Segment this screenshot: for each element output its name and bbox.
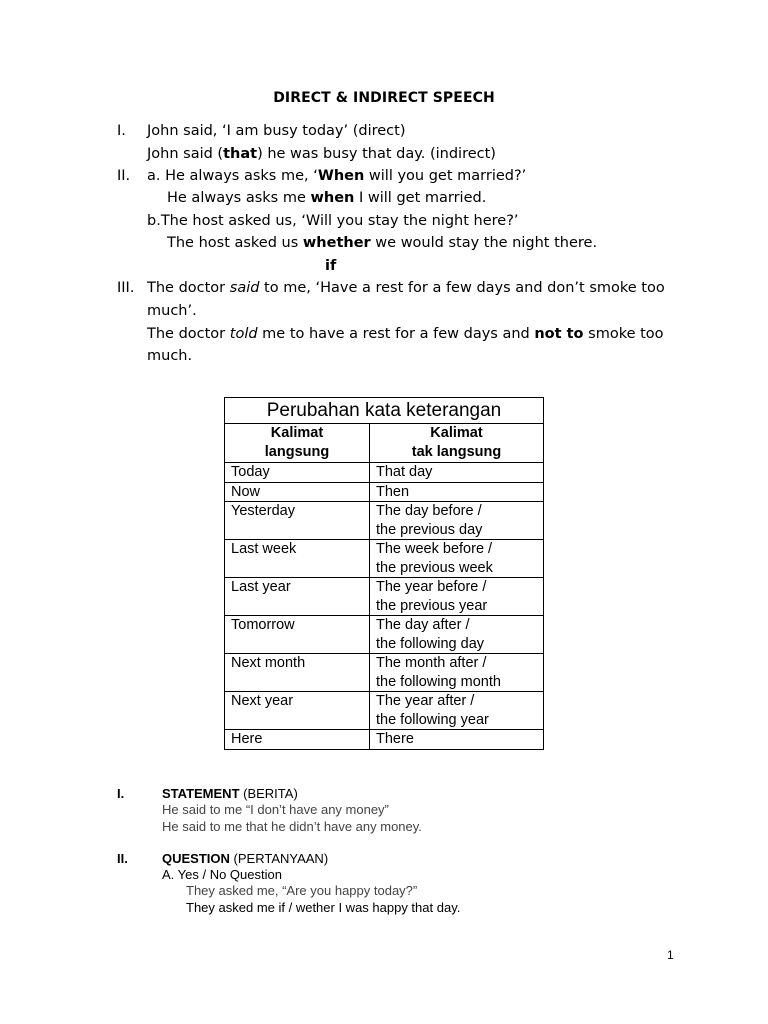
section-3-indirect-line2: much. — [147, 348, 193, 364]
indirect-adverb-line2: the following day — [376, 635, 485, 652]
table-row — [225, 578, 544, 616]
section-2-a-direct: a. He always asks me, ‘When will you get married?’ — [147, 168, 527, 184]
question-numeral: II. — [117, 851, 128, 866]
direct-adverb-cell: Next month — [225, 654, 370, 692]
indirect-adverb-cell — [370, 616, 544, 654]
section-1-numeral: I. — [117, 123, 126, 139]
question-subheading: A. Yes / No Question — [162, 867, 282, 882]
indirect-adverb-line2: the previous year — [376, 597, 488, 614]
table-row — [225, 730, 544, 750]
indirect-adverb-cell — [370, 482, 544, 502]
indirect-adverb-line2: the following year — [376, 711, 489, 728]
indirect-adverb-cell — [370, 463, 544, 483]
direct-adverb-cell: Next year — [225, 692, 370, 730]
section-3-indirect-line1: The doctor told me to have a rest for a few days and not to smoke too — [147, 326, 664, 342]
table-row — [225, 616, 544, 654]
table-row — [225, 482, 544, 502]
indirect-adverb-cell — [370, 730, 544, 750]
section-3-numeral: III. — [117, 280, 135, 296]
section-2-b-direct: b.The host asked us, ‘Will you stay the night here?’ — [147, 213, 519, 229]
indirect-adverb-line2: the previous week — [376, 559, 493, 576]
statement-direct: He said to me “I don’t have any money” — [162, 802, 389, 817]
indirect-adverb-line1: The year after / — [376, 693, 475, 709]
table-row — [225, 502, 544, 540]
section-2-if-note: if — [325, 258, 337, 274]
indirect-adverb-cell — [370, 654, 544, 692]
table-row — [225, 540, 544, 578]
indirect-adverb-line1: The month after / — [376, 655, 487, 671]
question-direct: They asked me, “Are you happy today?” — [186, 883, 418, 898]
indirect-adverb-line1: The day after / — [376, 617, 470, 633]
table-row — [225, 463, 544, 483]
statement-numeral: I. — [117, 786, 125, 801]
page-number: 1 — [667, 948, 674, 962]
direct-adverb-cell: Now — [225, 482, 370, 502]
statement-indirect: He said to me that he didn’t have any money. — [162, 819, 422, 834]
question-indirect: They asked me if / wether I was happy that day. — [186, 900, 461, 915]
adverb-change-table — [224, 397, 544, 750]
direct-adverb-cell: Yesterday — [225, 502, 370, 540]
question-heading: QUESTION (PERTANYAAN) — [162, 851, 329, 866]
direct-adverb-cell: Last year — [225, 578, 370, 616]
section-2-b-indirect: The host asked us whether we would stay the night there. — [167, 235, 598, 251]
indirect-adverb-line1: That day — [376, 464, 433, 480]
indirect-adverb-cell — [370, 578, 544, 616]
section-1-indirect: John said (that) he was busy that day. (indirect) — [147, 146, 496, 162]
indirect-adverb-line1: The week before / — [376, 541, 493, 557]
column-header-direct: Kalimat langsung — [225, 424, 370, 463]
indirect-adverb-line1: The day before / — [376, 503, 482, 519]
indirect-adverb-cell — [370, 692, 544, 730]
section-1-direct: John said, ‘I am busy today’ (direct) — [147, 123, 406, 139]
direct-adverb-cell: Tomorrow — [225, 616, 370, 654]
indirect-adverb-line1: The year before / — [376, 579, 487, 595]
direct-adverb-cell: Last week — [225, 540, 370, 578]
section-3-direct-line1: The doctor said to me, ‘Have a rest for a few days and don’t smoke too — [147, 280, 665, 296]
indirect-adverb-cell — [370, 540, 544, 578]
table-caption: Perubahan kata keterangan — [225, 398, 544, 424]
indirect-adverb-cell — [370, 502, 544, 540]
indirect-adverb-line2: the following month — [376, 673, 501, 690]
indirect-adverb-line1: There — [376, 731, 414, 747]
direct-adverb-cell: Here — [225, 730, 370, 750]
table-row — [225, 692, 544, 730]
section-2-a-indirect: He always asks me when I will get married. — [167, 190, 487, 206]
direct-adverb-cell: Today — [225, 463, 370, 483]
statement-heading: STATEMENT (BERITA) — [162, 786, 298, 801]
table-row — [225, 654, 544, 692]
section-2-numeral: II. — [117, 168, 131, 184]
section-3-direct-line2: much’. — [147, 303, 197, 319]
page-title: DIRECT & INDIRECT SPEECH — [273, 90, 495, 106]
table-body — [225, 463, 544, 750]
indirect-adverb-line2: the previous day — [376, 521, 483, 538]
indirect-adverb-line1: Then — [376, 483, 410, 500]
column-header-indirect: Kalimat tak langsung — [370, 424, 544, 463]
